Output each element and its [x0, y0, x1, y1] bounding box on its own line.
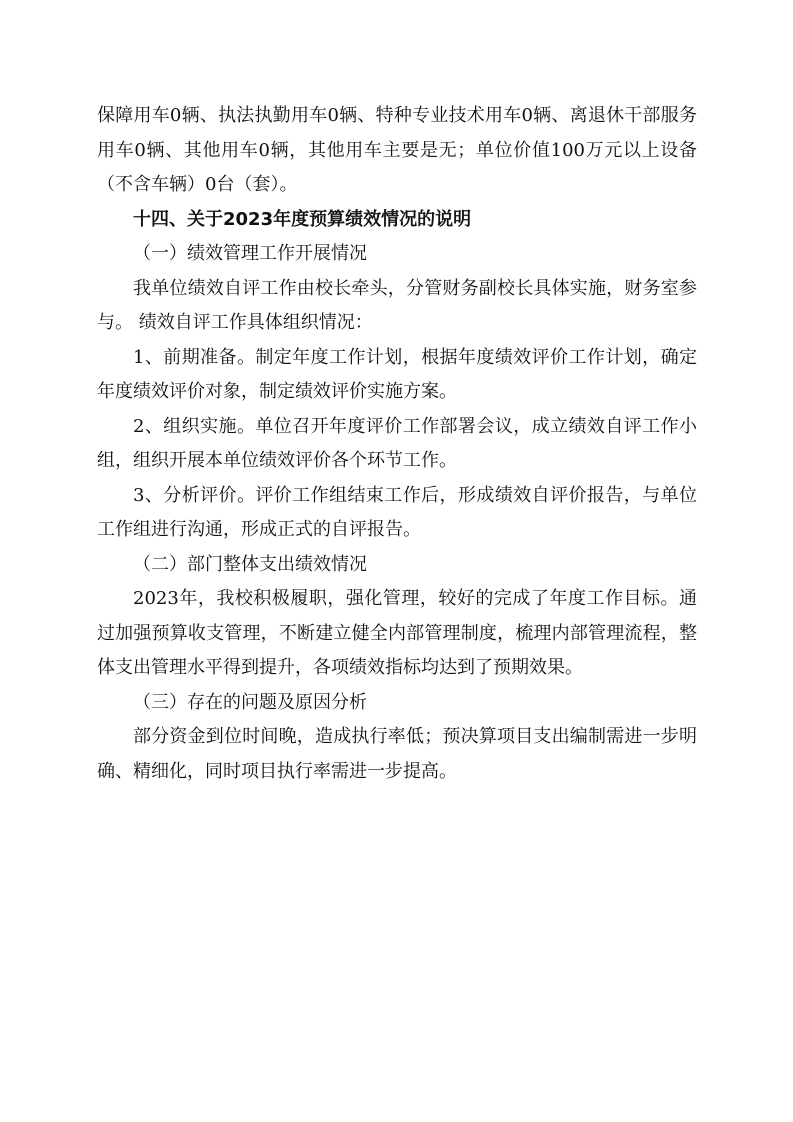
subheading-problems-analysis: （三）存在的问题及原因分析: [133, 691, 367, 713]
section-heading-budget-performance: 十四、关于2023年度预算绩效情况的说明: [133, 208, 472, 230]
paragraph-step-preparation: 1、前期准备。制定年度工作计划，根据年度绩效评价工作计划，确定年度绩效评价对象，制定绩效评价实施方案。: [97, 346, 697, 402]
paragraph-step-implementation: 2、组织实施。单位召开年度评价工作部署会议，成立绩效自评工作小组，组织开展本单位绩效评价各个环节工作。: [97, 415, 697, 471]
paragraph-overall-expenditure: 2023年，我校积极履职，强化管理，较好的完成了年度工作目标。通过加强预算收支管理，不断建立健全内部管理制度，梳理内部管理流程，整体支出管理水平得到提升，各项绩效指标均达到了预期效果。: [97, 588, 697, 678]
paragraph-problems: 部分资金到位时间晚，造成执行率低；预决算项目支出编制需进一步明确、精细化，同时项目执行率需进一步提高。: [97, 726, 697, 782]
subheading-performance-management: （一）绩效管理工作开展情况: [133, 243, 367, 264]
paragraph-step-analysis: 3、分析评价。评价工作组结束工作后，形成绩效自评价报告，与单位工作组进行沟通，形成正式的自评报告。: [97, 484, 697, 540]
subheading-overall-expenditure: （二）部门整体支出绩效情况: [133, 553, 367, 575]
document-body: [97, 99, 697, 789]
paragraph-self-evaluation-org: 我单位绩效自评工作由校长牵头，分管财务副校长具体实施，财务室参与。 绩效自评工作具体组织情况：: [97, 277, 697, 333]
paragraph-vehicle-assets: 保障用车0辆、执法执勤用车0辆、特种专业技术用车0辆、离退休干部服务用车0辆、其他用车0辆，其他用车主要是无；单位价值100万元以上设备（不含车辆）0台（套）。: [97, 105, 697, 195]
